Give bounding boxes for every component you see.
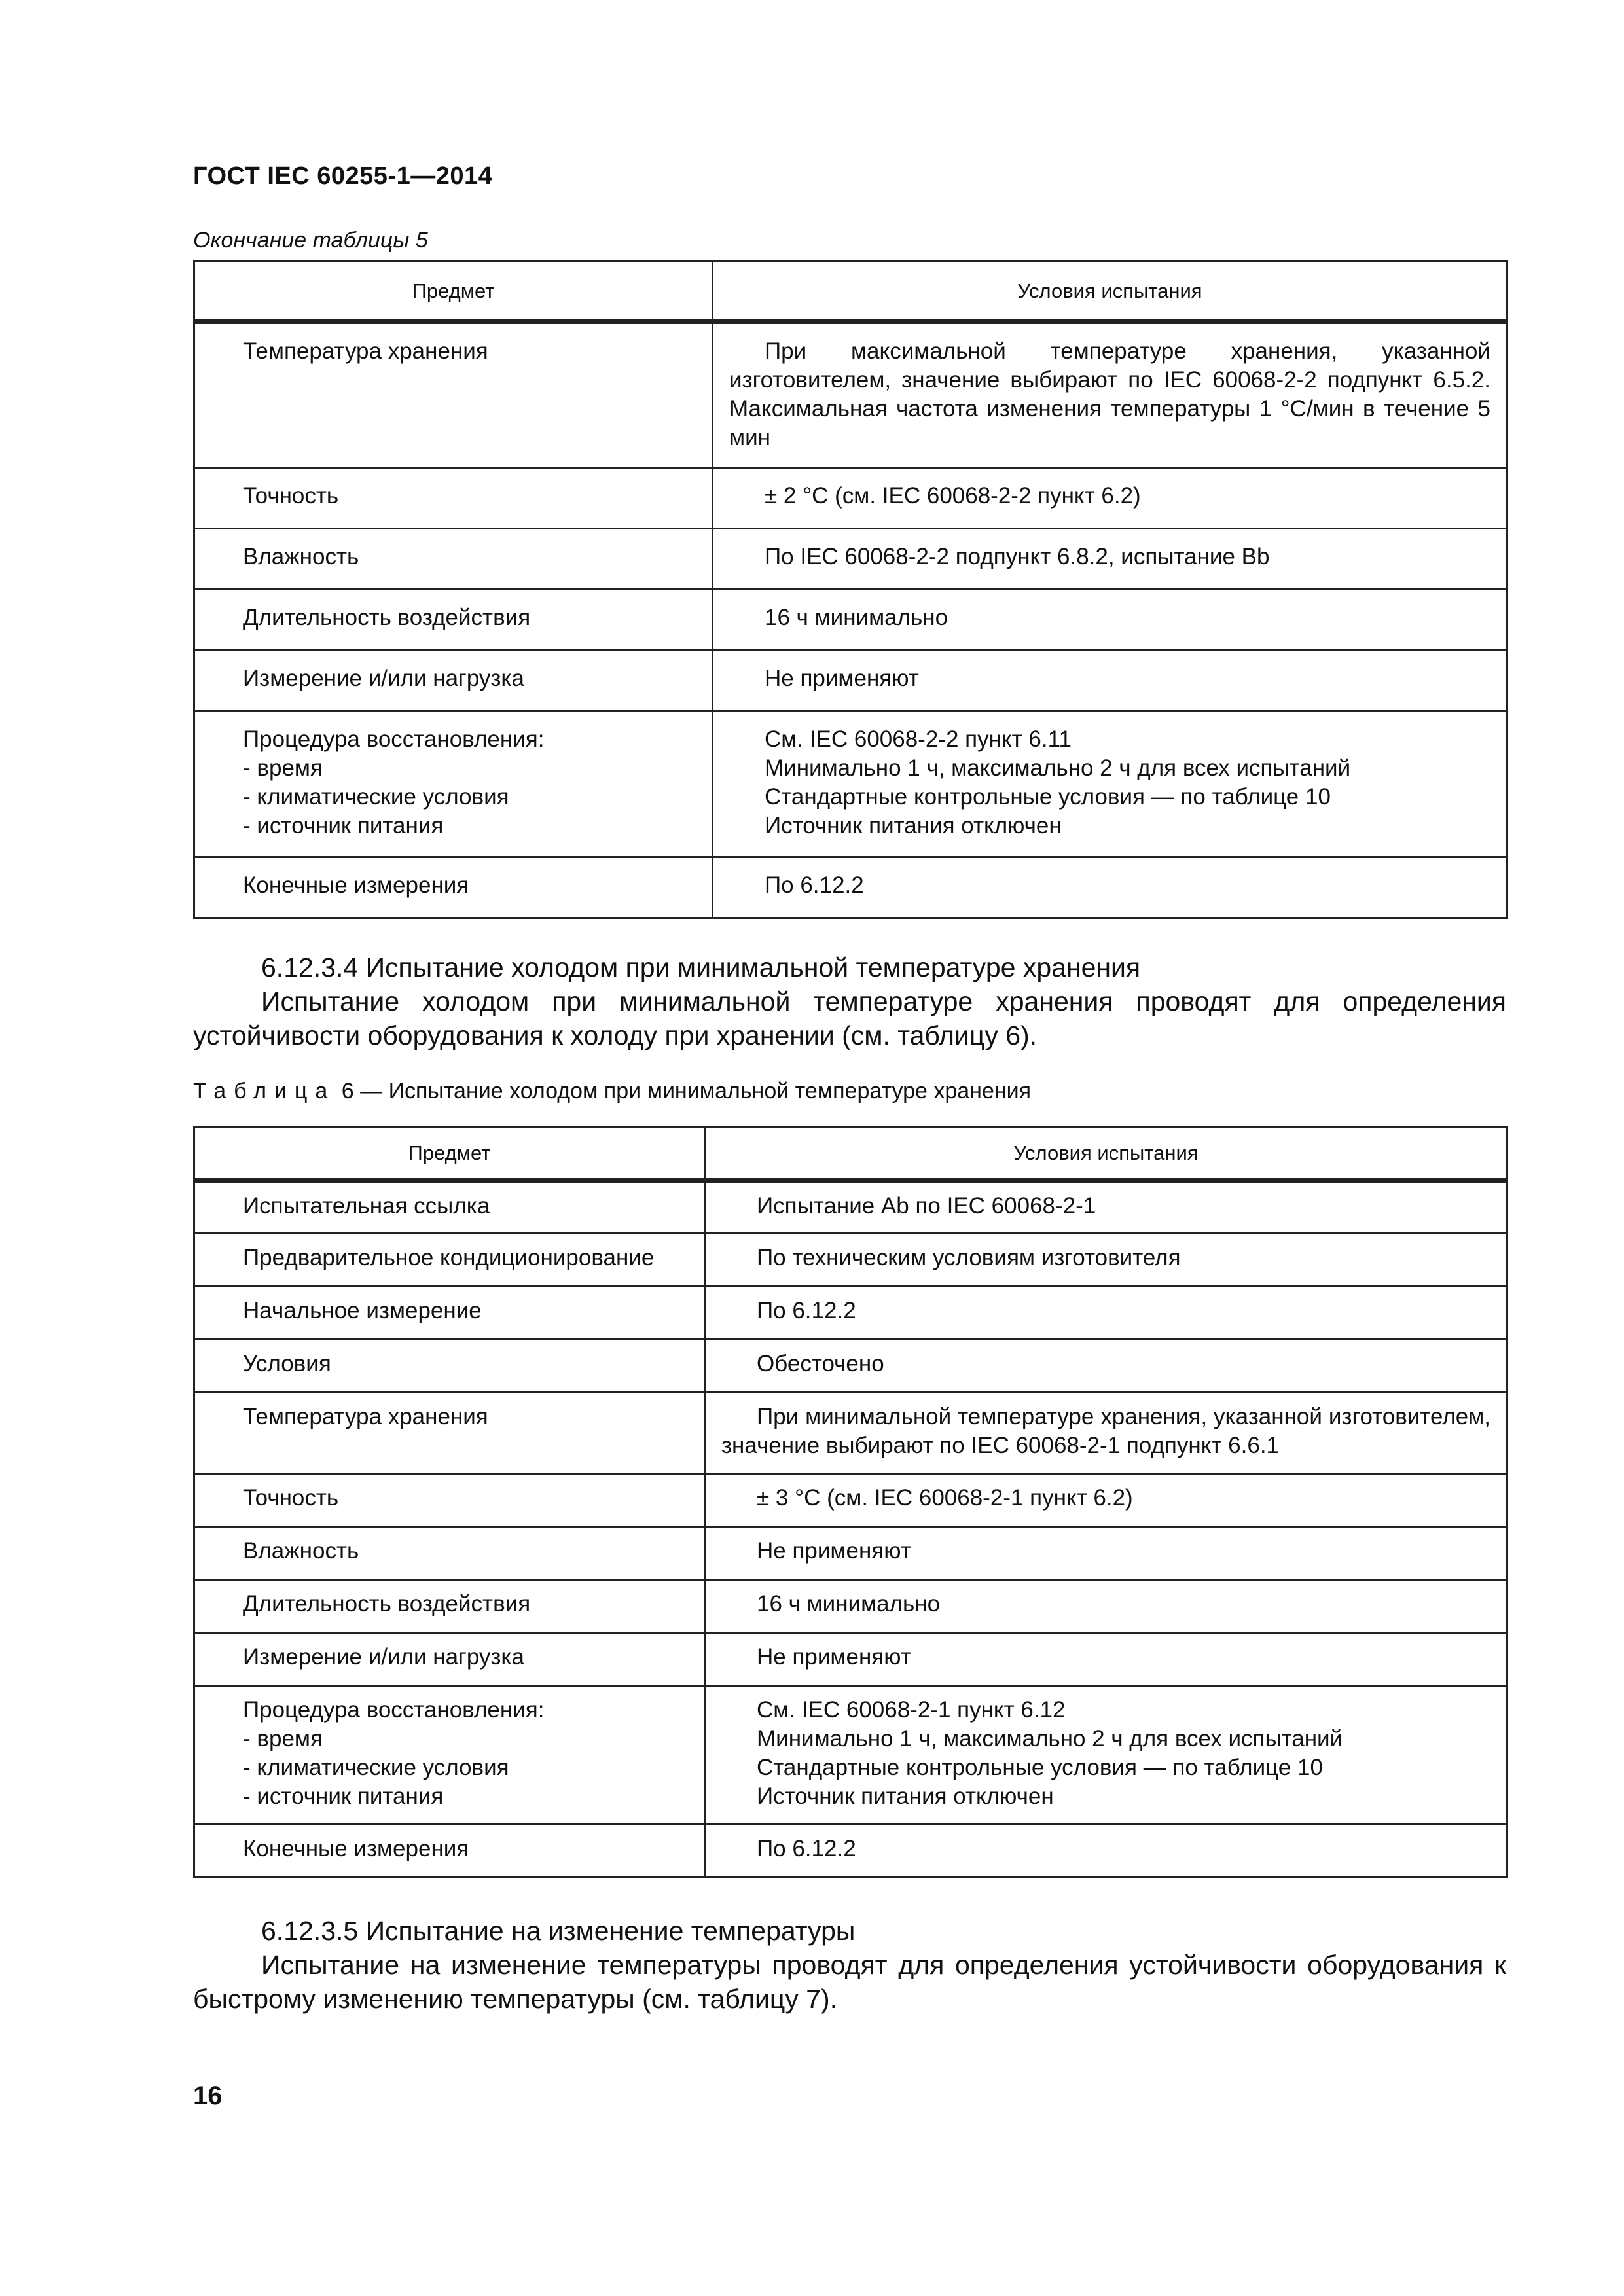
table-cell-conditions: Не применяют — [705, 1633, 1507, 1686]
table-cell-subject: Процедура восстановления: - время - климатические условия - источник питания — [194, 711, 713, 857]
table-cell-subject: Точность — [194, 468, 713, 529]
table-cell-subject: Измерение и/или нагрузка — [194, 1633, 705, 1686]
table5-caption: Окончание таблицы 5 — [193, 228, 428, 253]
table-cell-conditions: ± 3 °С (см. IEC 60068-2-1 пункт 6.2) — [705, 1474, 1507, 1527]
table-cell-subject: Условия — [194, 1340, 705, 1393]
table5 — [193, 260, 1508, 919]
table-cell-subject: Влажность — [194, 529, 713, 590]
table-row — [194, 1181, 1507, 1234]
table-cell-subject: Влажность — [194, 1527, 705, 1580]
table-row — [194, 1474, 1507, 1527]
table-row — [194, 1825, 1507, 1878]
section-paragraph: Испытание на изменение температуры проводят для определения устойчивости оборудования к быстрому изменению температуры (см. таблицу 7). — [193, 1950, 1506, 2014]
table6-caption-label: Таблица — [193, 1079, 336, 1103]
table6-header-row — [194, 1127, 1507, 1181]
table-cell-subject: Предварительное кондиционирование — [194, 1234, 705, 1287]
section-6-12-3-5 — [193, 1914, 1506, 2016]
table-cell-subject: Процедура восстановления: - время - климатические условия - источник питания — [194, 1686, 705, 1825]
table-cell-subject: Испытательная ссылка — [194, 1181, 705, 1234]
table-cell-conditions: ± 2 °С (см. IEC 60068-2-2 пункт 6.2) — [713, 468, 1507, 529]
table-row — [194, 711, 1507, 857]
table-cell-subject: Длительность воздействия — [194, 590, 713, 651]
table-cell-subject: Точность — [194, 1474, 705, 1527]
table-row — [194, 1234, 1507, 1287]
table-cell-conditions: По IEC 60068-2-2 подпункт 6.8.2, испытание Bb — [713, 529, 1507, 590]
table-cell-conditions: По 6.12.2 — [713, 857, 1507, 918]
table6 — [193, 1126, 1508, 1878]
table5-header-row — [194, 262, 1507, 322]
table-row — [194, 322, 1507, 468]
table6-col-conditions: Условия испытания — [705, 1127, 1507, 1181]
table-cell-conditions: По 6.12.2 — [705, 1825, 1507, 1878]
table6-col-subject: Предмет — [194, 1127, 705, 1181]
table-cell-conditions: См. IEC 60068-2-2 пункт 6.11 Минимально 1 ч, максимально 2 ч для всех испытаний Стандартные контрольные условия — по таблице 10 Источник питания отключен — [713, 711, 1507, 857]
table-cell-conditions: По 6.12.2 — [705, 1287, 1507, 1340]
table6-caption-text: 6 — Испытание холодом при минимальной температуре хранения — [341, 1079, 1032, 1103]
table-cell-conditions: Испытание Ab по IEC 60068-2-1 — [705, 1181, 1507, 1234]
table6-caption — [193, 1079, 1031, 1104]
table-row — [194, 1686, 1507, 1825]
section-heading: 6.12.3.5 Испытание на изменение температуры — [261, 1916, 856, 1946]
table-row — [194, 857, 1507, 918]
table-row — [194, 468, 1507, 529]
table-row — [194, 651, 1507, 711]
table-row — [194, 1287, 1507, 1340]
document-header: ГОСТ IEC 60255-1—2014 — [193, 162, 493, 190]
table-row — [194, 1340, 1507, 1393]
table-cell-conditions: По техническим условиям изготовителя — [705, 1234, 1507, 1287]
table-row — [194, 1393, 1507, 1474]
table5-col-conditions: Условия испытания — [713, 262, 1507, 322]
table-row — [194, 1527, 1507, 1580]
table-cell-conditions: Обесточено — [705, 1340, 1507, 1393]
table-cell-subject: Начальное измерение — [194, 1287, 705, 1340]
table-cell-subject: Температура хранения — [194, 1393, 705, 1474]
table-cell-conditions: При максимальной температуре хранения, указанной изготовителем, значение выбирают по IEC 60068-2-2 подпункт 6.5.2. Максимальная частота изменения температуры 1 °C/мин в течение 5 мин — [713, 322, 1507, 468]
table-cell-conditions: При минимальной температуре хранения, указанной изготовителем, значение выбирают по IEC 60068-2-1 подпункт 6.6.1 — [705, 1393, 1507, 1474]
table-cell-conditions: Не применяют — [705, 1527, 1507, 1580]
table-cell-conditions: 16 ч минимально — [705, 1580, 1507, 1633]
table-cell-conditions: См. IEC 60068-2-1 пункт 6.12 Минимально 1 ч, максимально 2 ч для всех испытаний Стандартные контрольные условия — по таблице 10 Источник питания отключен — [705, 1686, 1507, 1825]
table-cell-subject: Длительность воздействия — [194, 1580, 705, 1633]
table-row — [194, 590, 1507, 651]
table-row — [194, 529, 1507, 590]
table5-col-subject: Предмет — [194, 262, 713, 322]
section-paragraph: Испытание холодом при минимальной температуре хранения проводят для определения устойчивости оборудования к холоду при хранении (см. таблицу 6). — [193, 986, 1506, 1050]
table-cell-subject: Измерение и/или нагрузка — [194, 651, 713, 711]
section-heading: 6.12.3.4 Испытание холодом при минимальной температуре хранения — [261, 952, 1141, 982]
table-cell-conditions: Не применяют — [713, 651, 1507, 711]
table-cell-subject: Конечные измерения — [194, 1825, 705, 1878]
section-6-12-3-4 — [193, 950, 1506, 1052]
table-cell-subject: Температура хранения — [194, 322, 713, 468]
table-row — [194, 1580, 1507, 1633]
page-number: 16 — [193, 2081, 223, 2110]
table-row — [194, 1633, 1507, 1686]
table-cell-subject: Конечные измерения — [194, 857, 713, 918]
table-cell-conditions: 16 ч минимально — [713, 590, 1507, 651]
